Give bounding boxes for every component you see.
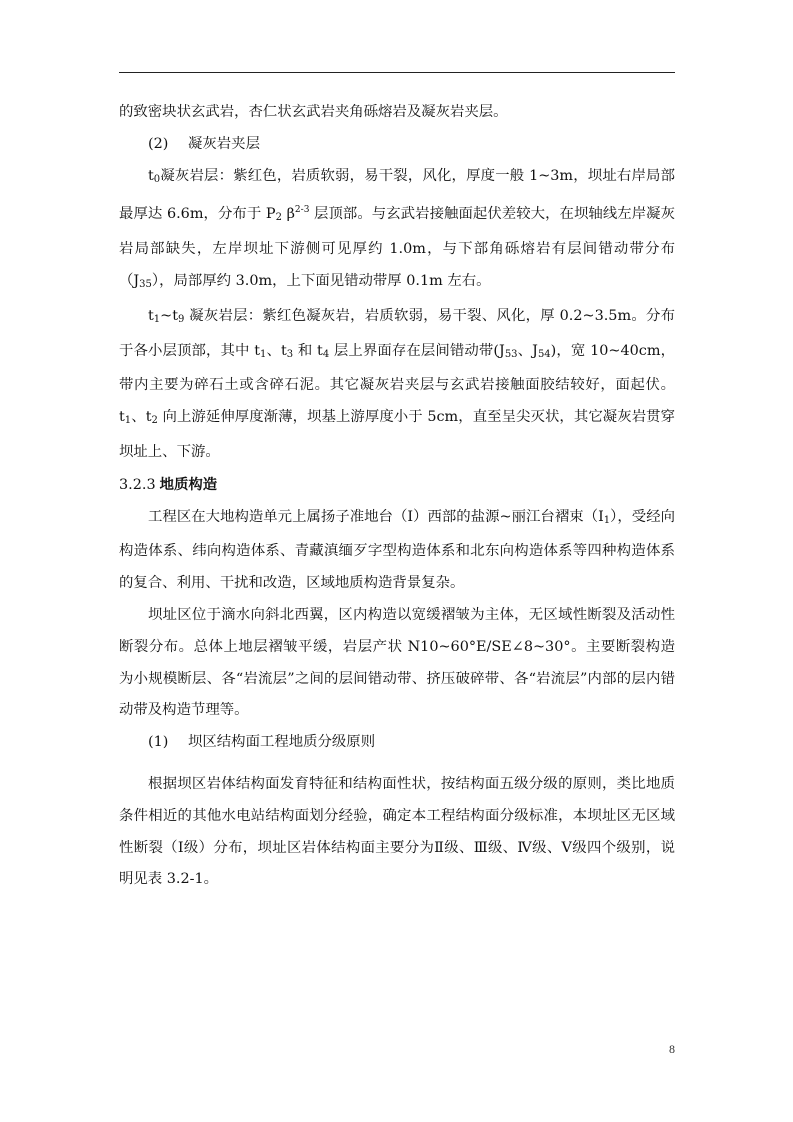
subsection-title: 凝灰岩夹层 [188,135,260,152]
section-number: 3.2.3 [119,476,156,493]
paragraph-t1-t9-tuff: $t_1\sim t_9$ 凝灰岩层：紫红色凝灰岩，岩质软弱，易干裂、风化，厚 0.2~3.5m。分布于各小层顶部，其中 $t_1$、$t_3$ 和 $t_4$ 层上界面存在层间错动带($J_{53}$、$J_{54}$)，宽 10~40cm，带内主要为碎石土或含碎石泥。其它凝灰岩夹层与玄武岩接触面胶结较好，面起伏。$t_1$、$t_2$ 向上游延伸厚度渐薄，坝基上游厚度小于 5cm，直至呈尖灭状，其它凝灰岩贯穿坝址上、下游。 [119,307,675,460]
subsection-heading-tuff [119,129,675,161]
subsection-number: (2) [148,135,169,152]
paragraph-regional-structure: 工程区在大地构造单元上属扬子准地台（I）西部的盐源~丽江台褶束$(I_1)$，受经向构造体系、纬向构造体系、青藏滇缅歹字型构造体系和北东向构造体系等四种构造体系的复合、利用、干扰和改造，区域地质构造背景复杂。 [119,508,675,592]
subsection-number: (1) [148,734,169,751]
page-number: 8 [669,1042,675,1056]
continued-paragraph: 的致密块状玄武岩，杏仁状玄武岩夹角砾熔岩及凝灰岩夹层。 [119,104,508,120]
paragraph-damsite-structure: 坝址区位于滴水向斜北西翼，区内构造以宽缓褶皱为主体，无区域性断裂及活动性断裂分布。总体上地层褶皱平缓，岩层产状 N10~60°E/SE∠8~30°。主要断裂构造为小规模断层、各“岩流层”之间的层间错动带、挤压破碎带、各“岩流层”内部的层内错动带及构造节理等。 [119,606,675,719]
subsection-title: 坝区结构面工程地质分级原则 [188,734,376,751]
subsection-heading-grading [119,727,675,759]
section-heading-3-2-3 [119,469,675,502]
spacer [119,759,675,769]
paragraph-t0-tuff: $t_0$凝灰岩层：紫红色，岩质软弱，易干裂，风化，厚度一般 1~3m，坝址右岸局部最厚达 6.6m，分布于 $P_2$ $\beta^{2-3}$ 层顶部。与玄武岩接触面起伏差较大，在坝轴线左岸凝灰岩局部缺失，左岸坝址下游侧可见厚约 1.0m，与下部角砾熔岩有层间错动带分布$(J_{35})$，局部厚约 3.0m，上下面见错动带厚 0.1m 左右。 [119,167,675,290]
section-title: 地质构造 [159,475,218,493]
page-body [119,97,675,896]
header-rule [119,72,675,73]
paragraph-grading-principle: 根据坝区岩体结构面发育特征和结构面性状，按结构面五级分级的原则，类比地质条件相近的其他水电站结构面划分经验，确定本工程结构面分级标准，本坝址区无区域性断裂（Ⅰ级）分布，坝址区岩体结构面主要分为Ⅱ级、Ⅲ级、Ⅳ级、Ⅴ级四个级别，说明见表 3.2-1。 [119,775,675,888]
